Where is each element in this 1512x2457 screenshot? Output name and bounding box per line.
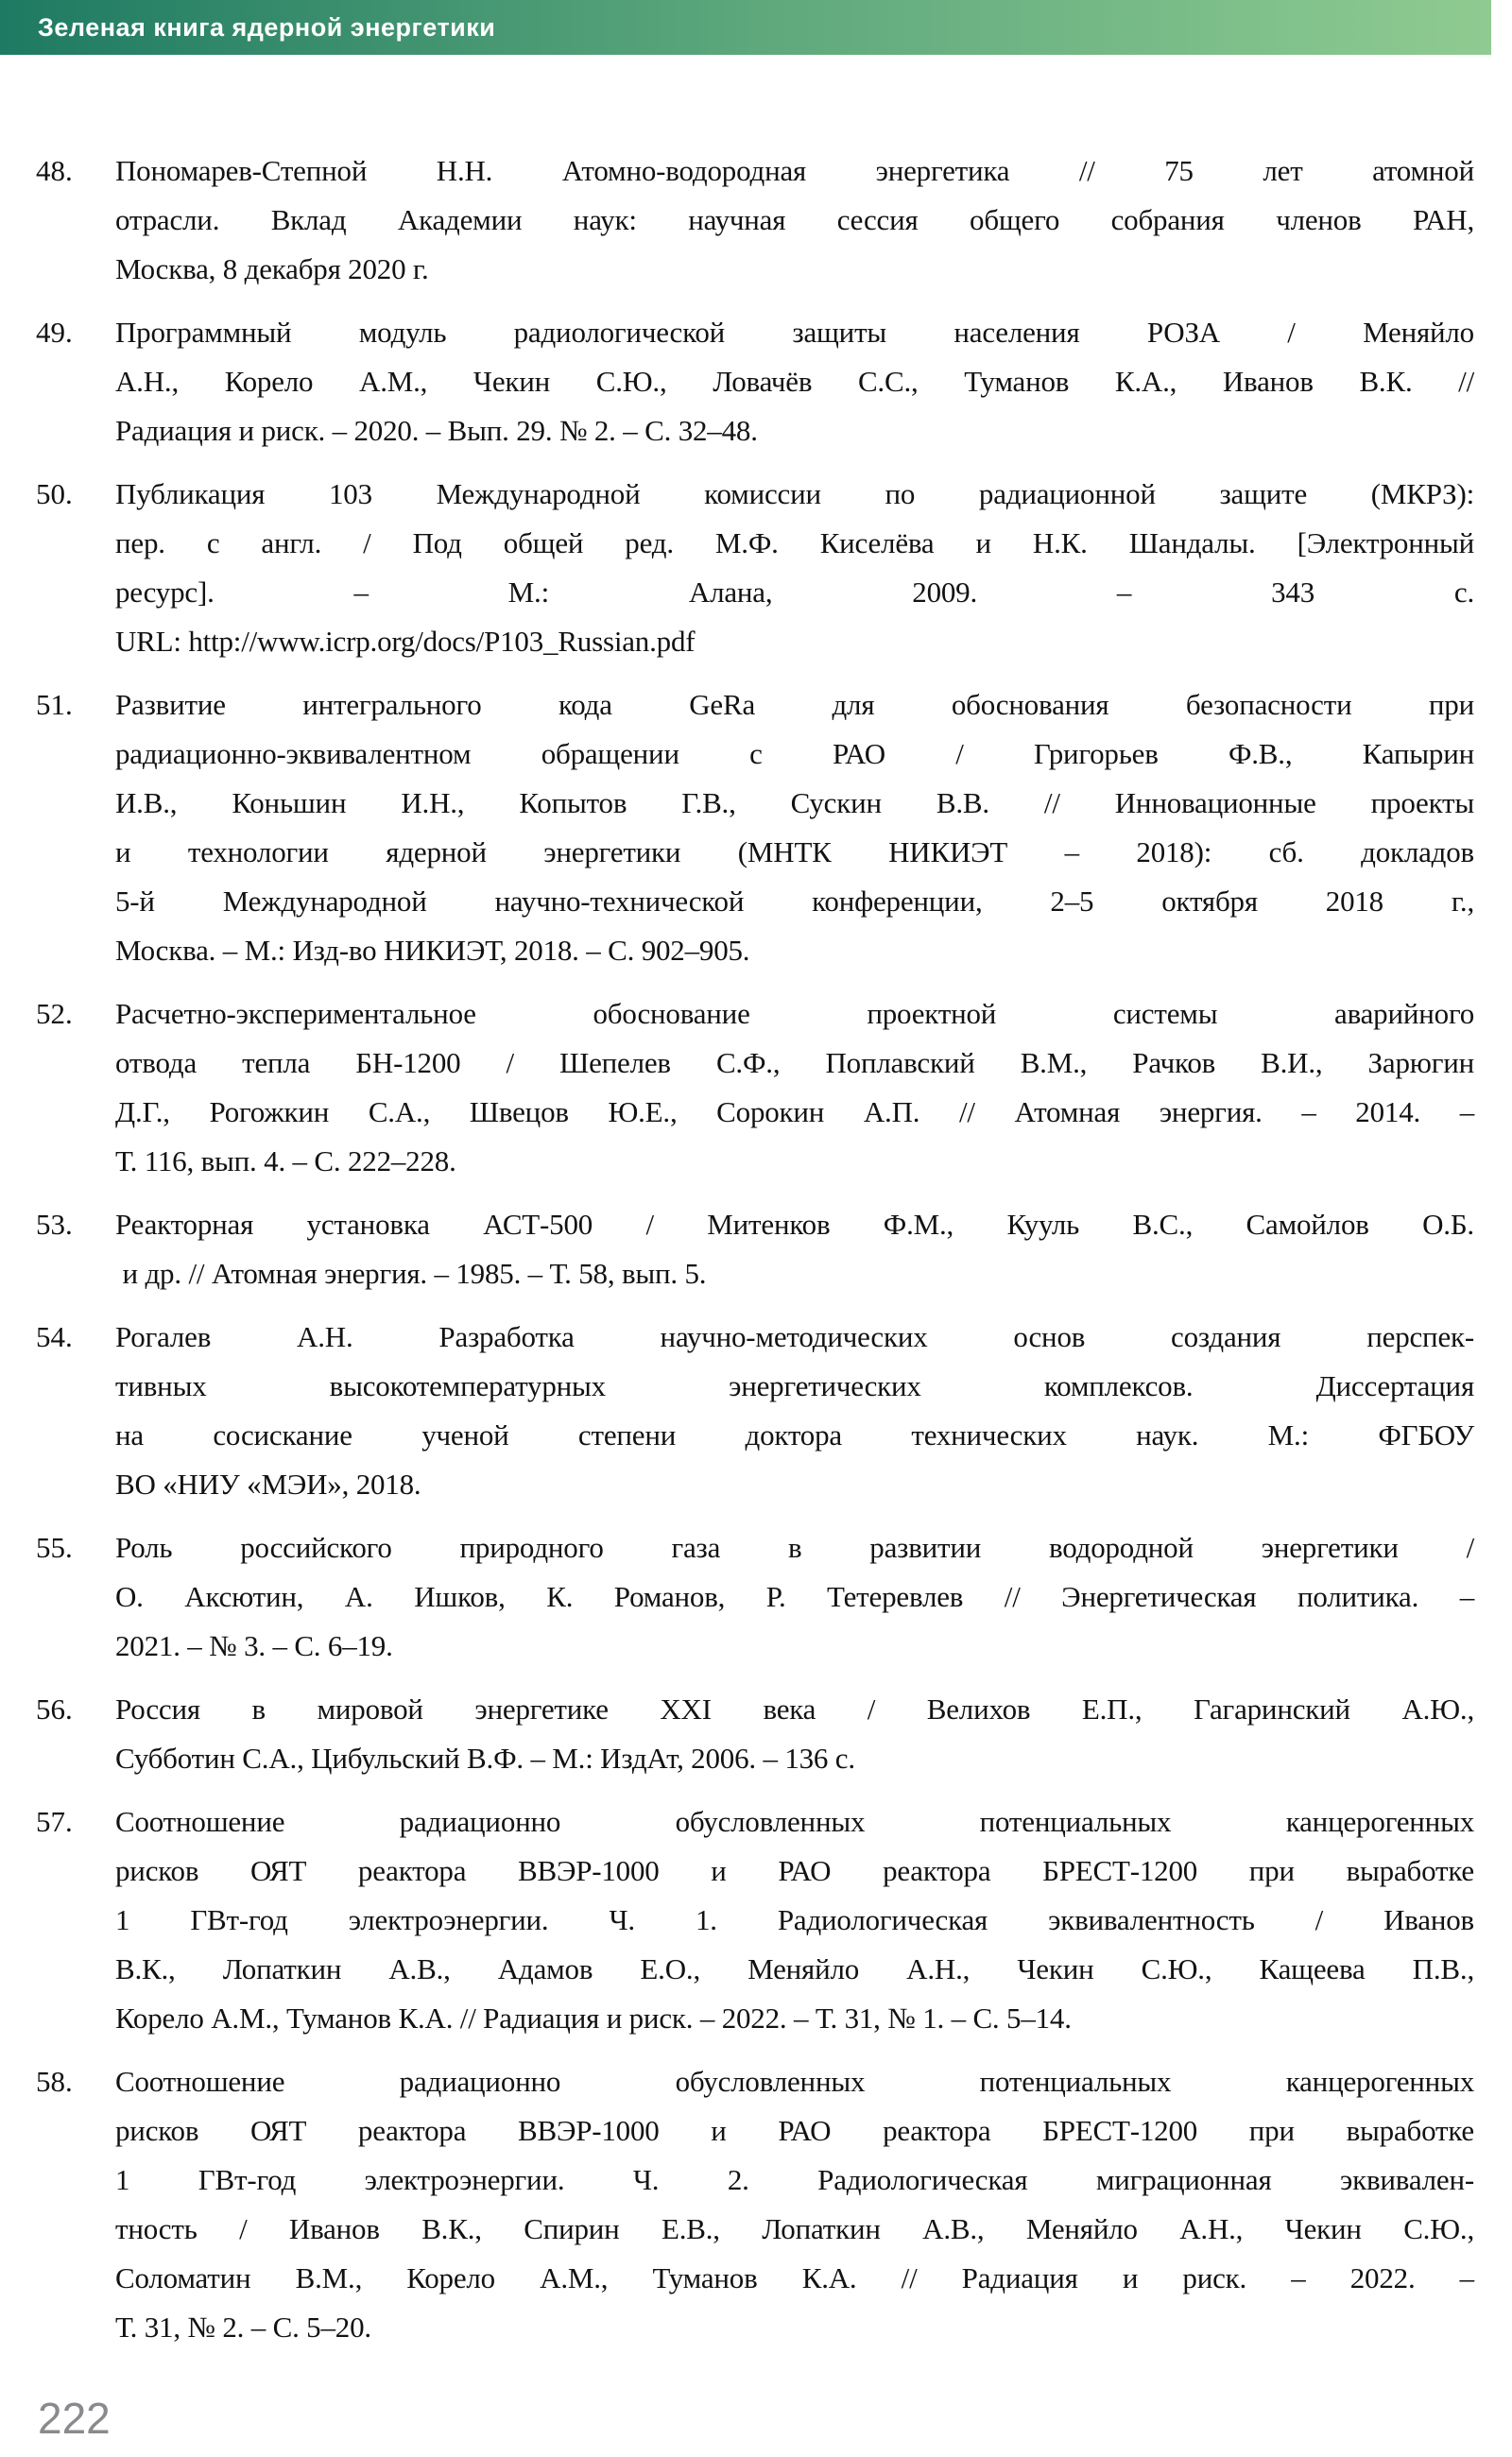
reference-line: 1 ГВт-год электроэнергии. Ч. 2. Радиологическая миграционная эквивален-: [115, 2163, 1474, 2196]
reference-line: В.К., Лопаткин А.В., Адамов Е.О., Меняйло А.Н., Чекин С.Ю., Кащеева П.В.,: [115, 1952, 1474, 1985]
reference-text: [115, 1313, 1474, 1509]
reference-line: Программный модуль радиологической защиты населения РОЗА / Меняйло: [115, 316, 1474, 349]
reference-line: Соотношение радиационно обусловленных потенциальных канцерогенных: [115, 1805, 1474, 1838]
reference-line: 1 ГВт-год электроэнергии. Ч. 1. Радиологическая эквивалентность / Иванов: [115, 1903, 1474, 1936]
page-header: [0, 0, 1491, 55]
reference-text: [115, 146, 1474, 294]
reference-text: [115, 680, 1474, 975]
reference-text: [115, 1797, 1474, 2043]
reference-item: [36, 989, 1474, 1186]
book-title: Зеленая книга ядерной энергетики: [38, 12, 496, 42]
reference-line: на сосискание ученой степени доктора технических наук. М.: ФГБОУ: [115, 1418, 1474, 1452]
reference-number: 48.: [36, 154, 73, 187]
reference-number: 58.: [36, 2065, 73, 2098]
reference-number: 51.: [36, 688, 73, 721]
reference-number: 54.: [36, 1320, 73, 1353]
reference-line: URL: http://www.icrp.org/docs/P103_Russian.pdf: [115, 625, 696, 658]
reference-number: 49.: [36, 316, 73, 349]
reference-line: ресурс]. – М.: Алана, 2009. – 343 с.: [115, 576, 1474, 609]
reference-number: 56.: [36, 1692, 73, 1726]
reference-line: Москва, 8 декабря 2020 г.: [115, 252, 429, 285]
reference-line: И.В., Коньшин И.Н., Копытов Г.В., Сускин В.В. // Инновационные проекты: [115, 786, 1474, 819]
reference-line: радиационно-эквивалентном обращении с РАО / Григорьев Ф.В., Капырин: [115, 737, 1474, 770]
reference-text: [115, 1685, 1474, 1783]
reference-line: и др. // Атомная энергия. – 1985. – Т. 58, вып. 5.: [115, 1257, 707, 1290]
reference-text: [115, 1523, 1474, 1671]
reference-item: [36, 680, 1474, 975]
reference-line: и технологии ядерной энергетики (МНТК НИКИЭТ – 2018): сб. докладов: [115, 835, 1474, 868]
page-number: 222: [38, 2394, 111, 2443]
reference-line: 5-й Международной научно-технической конференции, 2–5 октября 2018 г.,: [115, 885, 1474, 918]
reference-item: [36, 470, 1474, 666]
reference-line: Радиация и риск. – 2020. – Вып. 29. № 2. – С. 32–48.: [115, 414, 758, 447]
reference-line: Корело А.М., Туманов К.А. // Радиация и риск. – 2022. – Т. 31, № 1. – С. 5–14.: [115, 2002, 1072, 2035]
reference-line: Субботин С.А., Цибульский В.Ф. – М.: ИздАт, 2006. – 136 с.: [115, 1742, 855, 1775]
reference-line: Публикация 103 Международной комиссии по радиационной защите (МКРЗ):: [115, 477, 1474, 510]
reference-item: [36, 1313, 1474, 1509]
references-list: [36, 146, 1474, 2366]
reference-item: [36, 1523, 1474, 1671]
reference-line: тивных высокотемпературных энергетических комплексов. Диссертация: [115, 1369, 1474, 1402]
reference-item: [36, 146, 1474, 294]
reference-line: рисков ОЯТ реактора ВВЭР-1000 и РАО реактора БРЕСТ-1200 при выработке: [115, 2114, 1474, 2147]
reference-line: 2021. – № 3. – С. 6–19.: [115, 1629, 393, 1662]
reference-text: [115, 989, 1474, 1186]
reference-line: Развитие интегрального кода GeRa для обоснования безопасности при: [115, 688, 1474, 721]
reference-line: А.Н., Корело А.М., Чекин С.Ю., Ловачёв С.С., Туманов К.А., Иванов В.К. //: [115, 365, 1474, 398]
reference-line: Соломатин В.М., Корело А.М., Туманов К.А. // Радиация и риск. – 2022. –: [115, 2261, 1474, 2294]
reference-line: Д.Г., Рогожкин С.А., Швецов Ю.Е., Сорокин А.П. // Атомная энергия. – 2014. –: [115, 1095, 1474, 1128]
reference-text: [115, 2057, 1474, 2352]
reference-item: [36, 1797, 1474, 2043]
reference-line: пер. с англ. / Под общей ред. М.Ф. Киселёва и Н.К. Шандалы. [Электронный: [115, 526, 1474, 559]
reference-line: ВО «НИУ «МЭИ», 2018.: [115, 1468, 421, 1501]
reference-line: Т. 116, вып. 4. – С. 222–228.: [115, 1144, 456, 1177]
reference-line: отрасли. Вклад Академии наук: научная сессия общего собрания членов РАН,: [115, 203, 1474, 236]
reference-line: Россия в мировой энергетике XXI века / Велихов Е.П., Гагаринский А.Ю.,: [115, 1692, 1474, 1726]
reference-line: Москва. – М.: Изд-во НИКИЭТ, 2018. – С. 902–905.: [115, 934, 750, 967]
reference-item: [36, 1200, 1474, 1298]
reference-line: отвода тепла БН-1200 / Шепелев С.Ф., Поплавский В.М., Рачков В.И., Зарюгин: [115, 1046, 1474, 1079]
reference-number: 57.: [36, 1805, 73, 1838]
reference-line: Пономарев-Степной Н.Н. Атомно-водородная энергетика // 75 лет атомной: [115, 154, 1474, 187]
reference-line: тность / Иванов В.К., Спирин Е.В., Лопаткин А.В., Меняйло А.Н., Чекин С.Ю.,: [115, 2212, 1474, 2245]
reference-text: [115, 308, 1474, 455]
reference-number: 52.: [36, 997, 73, 1030]
reference-line: О. Аксютин, А. Ишков, К. Романов, Р. Тетеревлев // Энергетическая политика. –: [115, 1580, 1474, 1613]
reference-line: Соотношение радиационно обусловленных потенциальных канцерогенных: [115, 2065, 1474, 2098]
reference-number: 50.: [36, 477, 73, 510]
reference-item: [36, 1685, 1474, 1783]
reference-item: [36, 308, 1474, 455]
reference-line: Расчетно-экспериментальное обоснование проектной системы аварийного: [115, 997, 1474, 1030]
reference-line: Реакторная установка АСТ-500 / Митенков Ф.М., Кууль В.С., Самойлов О.Б.: [115, 1208, 1474, 1241]
reference-line: Т. 31, № 2. – С. 5–20.: [115, 2311, 371, 2344]
reference-item: [36, 2057, 1474, 2352]
reference-line: Рогалев А.Н. Разработка научно-методических основ создания перспек-: [115, 1320, 1474, 1353]
reference-text: [115, 1200, 1474, 1298]
reference-line: рисков ОЯТ реактора ВВЭР-1000 и РАО реактора БРЕСТ-1200 при выработке: [115, 1854, 1474, 1887]
reference-number: 55.: [36, 1531, 73, 1564]
reference-line: Роль российского природного газа в развитии водородной энергетики /: [115, 1531, 1474, 1564]
reference-text: [115, 470, 1474, 666]
reference-number: 53.: [36, 1208, 73, 1241]
